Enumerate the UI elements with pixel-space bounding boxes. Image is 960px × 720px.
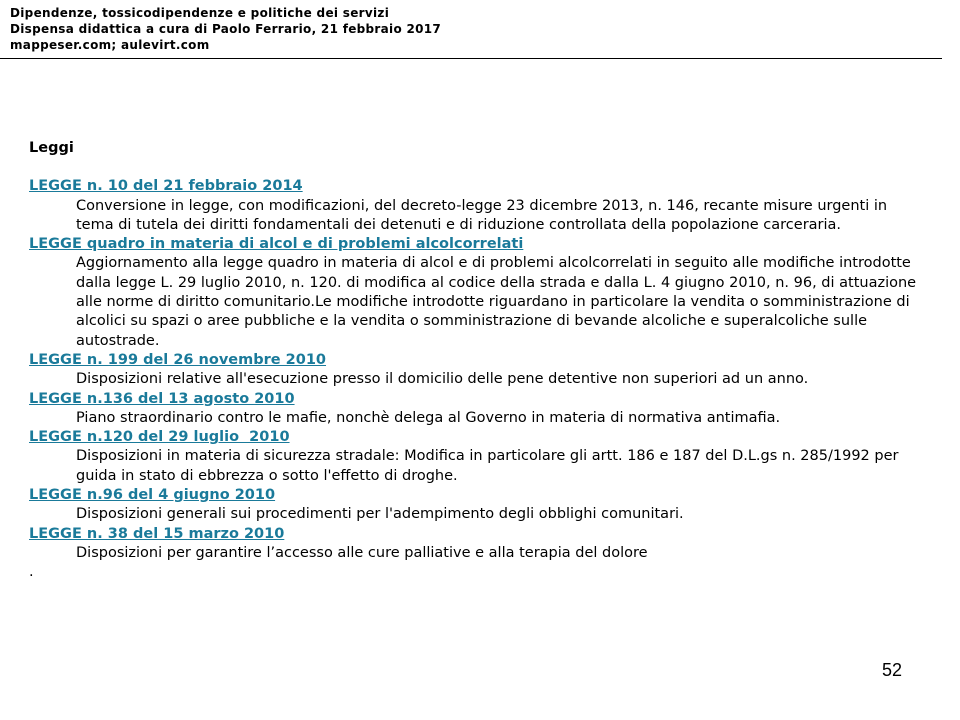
law-entry [29,428,929,486]
law-description: Piano straordinario contro le mafie, nonchè delega al Governo in materia di normativa antimafia. [76,409,781,426]
law-link[interactable]: LEGGE n. 199 del 26 novembre 2010 [29,351,327,368]
law-description: Disposizioni generali sui procedimenti per l'adempimento degli obblighi comunitari. [76,506,684,523]
law-description: Disposizioni per garantire l’accesso alle cure palliative e alla terapia del dolore [76,544,648,561]
law-description: Conversione in legge, con modificazioni, del decreto-legge 23 dicembre 2013, n. 146, recante misure urgenti in tema di tutela dei diritti fondamentali dei detenuti e di riduzione controllata della popolazione carceraria. [76,197,888,233]
trailing-dot: . [29,564,34,581]
law-link[interactable]: LEGGE n. 10 del 21 febbraio 2014 [29,178,303,195]
law-entry [29,351,929,390]
header-divider [0,58,942,59]
law-entry [29,486,929,525]
law-description: Disposizioni relative all'esecuzione presso il domicilio delle pene detentive non superiori ad un anno. [76,371,809,388]
law-entry [29,177,929,235]
header-websites: mappeser.com; aulevirt.com [10,38,210,52]
law-entry [29,235,929,351]
laws-section [29,139,929,583]
header-subtitle: Dispensa didattica a cura di Paolo Ferrario, 21 febbraio 2017 [10,22,442,36]
law-entry [29,525,929,564]
header-title: Dipendenze, tossicodipendenze e politiche dei servizi [10,6,390,20]
section-title: Leggi [29,140,74,156]
law-link[interactable]: LEGGE n.120 del 29 luglio 2010 [29,429,290,446]
law-description: Disposizioni in materia di sicurezza stradale: Modifica in particolare gli artt. 186 e 187 del D.L.gs n. 285/1992 per guida in stato di ebbrezza o sotto l'effetto di droghe. [76,448,899,484]
page-number: 52 [882,660,903,680]
law-entry [29,390,929,429]
law-link[interactable]: LEGGE n. 38 del 15 marzo 2010 [29,525,285,542]
document-header [10,5,942,53]
law-link[interactable]: LEGGE quadro in materia di alcol e di problemi alcolcorrelati [29,236,524,253]
law-description: Aggiornamento alla legge quadro in materia di alcol e di problemi alcolcorrelati in seguito alle modifiche introdotte dalla legge L. 29 luglio 2010, n. 120. di modifica al codice della strada e dalla L. 4 giugno 2010, n. 96, di attuazione alle norme di diritto comunitario.Le modifiche introdotte riguardano in particolare la vendita o somministrazione di alcolici su spazi o aree pubbliche e la vendita o somministrazione di bevande alcoliche e superalcoliche sulle autostrade. [76,255,917,349]
law-link[interactable]: LEGGE n.96 del 4 giugno 2010 [29,487,276,504]
law-link[interactable]: LEGGE n.136 del 13 agosto 2010 [29,390,295,407]
